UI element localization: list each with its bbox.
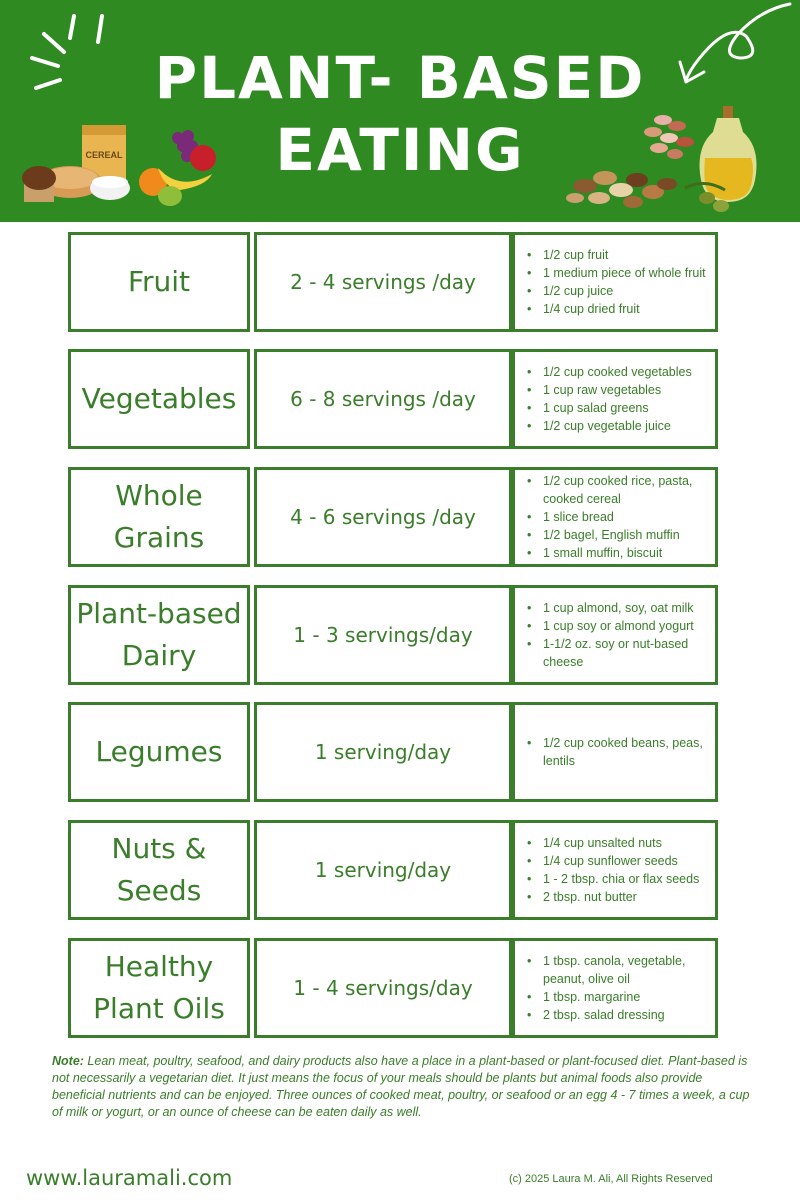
examples-cell <box>512 232 718 332</box>
category-label-line: Plant Oils <box>93 992 225 1025</box>
servings-label: 1 - 3 servings/day <box>293 623 473 647</box>
examples-list <box>515 363 698 435</box>
category-label-line: Nuts & <box>111 832 207 865</box>
table-row <box>68 938 720 1038</box>
examples-list <box>515 734 715 770</box>
list-item: • 1 cup soy or almond yogurt <box>527 617 709 635</box>
servings-label: 6 - 8 servings /day <box>290 387 476 411</box>
examples-list <box>515 472 715 562</box>
table-row <box>68 702 720 802</box>
servings-label: 1 serving/day <box>314 858 452 882</box>
list-item: • 1/4 cup sunflower seeds <box>527 852 699 870</box>
category-label-line: Legumes <box>95 735 223 768</box>
food-illustration-nuts-oil <box>555 98 770 218</box>
category-label <box>112 828 207 912</box>
list-item: • 1 slice bread <box>527 508 709 526</box>
category-cell <box>68 349 250 449</box>
category-cell <box>68 232 250 332</box>
note-paragraph <box>52 1053 752 1121</box>
curly-arrow-icon <box>670 0 800 90</box>
list-item: • 1 medium piece of whole fruit <box>527 264 706 282</box>
list-item: • 2 tbsp. nut butter <box>527 888 699 906</box>
servings-cell <box>254 467 512 567</box>
category-label <box>96 731 223 773</box>
examples-cell <box>512 467 718 567</box>
list-item: • 1 cup salad greens <box>527 399 692 417</box>
category-label-line: Whole <box>115 479 203 512</box>
examples-cell <box>512 938 718 1038</box>
servings-cell <box>254 349 512 449</box>
servings-label: 1 serving/day <box>314 740 452 764</box>
examples-list <box>515 599 715 671</box>
note-label: Note: <box>52 1054 84 1068</box>
examples-cell <box>512 820 718 920</box>
servings-label: 2 - 4 servings /day <box>290 270 476 294</box>
copyright-text: (c) 2025 Laura M. Ali, All Rights Reserved <box>509 1173 713 1185</box>
list-item: • 1/4 cup dried fruit <box>527 300 706 318</box>
category-label-line: Seeds <box>116 874 202 907</box>
category-label-line: Vegetables <box>81 382 237 415</box>
page-title-line2: EATING <box>275 116 525 184</box>
list-item: • 1 cup raw vegetables <box>527 381 692 399</box>
list-item: • 1/2 cup juice <box>527 282 706 300</box>
list-item: • 1/2 cup cooked vegetables <box>527 363 692 381</box>
list-item: • 1/4 cup unsalted nuts <box>527 834 699 852</box>
category-cell <box>68 820 250 920</box>
examples-list <box>515 246 712 318</box>
cereal-box-label: CEREAL <box>85 150 123 160</box>
servings-label: 1 - 4 servings/day <box>293 976 473 1000</box>
table-row <box>68 349 720 449</box>
category-label-line: Plant-based <box>76 597 242 630</box>
list-item: • 1-1/2 oz. soy or nut-based cheese <box>527 635 709 671</box>
category-label-line: Fruit <box>127 265 191 298</box>
category-cell <box>68 467 250 567</box>
examples-cell <box>512 349 718 449</box>
examples-cell <box>512 585 718 685</box>
category-label-line: Dairy <box>121 639 197 672</box>
note-text: Lean meat, poultry, seafood, and dairy products also have a place in a plant-based or plant-focused diet. Plant-based is not necessarily a vegetarian diet. It just means the focus of your meals should be plants but animal foods also provide beneficial nutrients and can be enjoyed. Three ounces of cooked meat, poultry, or seafood or an egg 4 - 7 times a week, a cup of milk or yogurt, or an ounce of cheese can be eaten daily as well. <box>52 1054 750 1119</box>
list-item: • 1 small muffin, biscuit <box>527 544 709 562</box>
category-cell <box>68 938 250 1038</box>
table-row <box>68 585 720 685</box>
list-item: • 1/2 cup fruit <box>527 246 706 264</box>
servings-cell <box>254 232 512 332</box>
examples-list <box>515 834 705 906</box>
servings-cell <box>254 585 512 685</box>
list-item: • 1/2 cup cooked rice, pasta, cooked cereal <box>527 472 709 508</box>
servings-cell <box>254 702 512 802</box>
category-label <box>128 261 190 303</box>
food-illustration-bread-fruit <box>20 110 230 215</box>
category-label <box>93 946 225 1030</box>
list-item: • 1 cup almond, soy, oat milk <box>527 599 709 617</box>
category-label-line: Healthy <box>104 950 214 983</box>
servings-cell <box>254 820 512 920</box>
category-label-line: Grains <box>113 521 205 554</box>
servings-cell <box>254 938 512 1038</box>
examples-list <box>515 952 715 1024</box>
list-item: • 1 tbsp. canola, vegetable, peanut, olive oil <box>527 952 709 988</box>
list-item: • 1/2 cup cooked beans, peas, lentils <box>527 734 709 770</box>
category-label <box>82 378 237 420</box>
category-label <box>114 475 204 559</box>
table-row <box>68 820 720 920</box>
servings-label: 4 - 6 servings /day <box>290 505 476 529</box>
header-banner <box>0 0 800 222</box>
category-label <box>76 593 241 677</box>
table-row <box>68 467 720 567</box>
list-item: • 2 tbsp. salad dressing <box>527 1006 709 1024</box>
examples-cell <box>512 702 718 802</box>
category-cell <box>68 702 250 802</box>
list-item: • 1 - 2 tbsp. chia or flax seeds <box>527 870 699 888</box>
list-item: • 1 tbsp. margarine <box>527 988 709 1006</box>
page-title-line1: PLANT- BASED <box>154 44 646 112</box>
list-item: • 1/2 bagel, English muffin <box>527 526 709 544</box>
website-link[interactable]: www.lauramali.com <box>26 1166 233 1190</box>
list-item: • 1/2 cup vegetable juice <box>527 417 692 435</box>
category-cell <box>68 585 250 685</box>
table-row <box>68 232 720 332</box>
